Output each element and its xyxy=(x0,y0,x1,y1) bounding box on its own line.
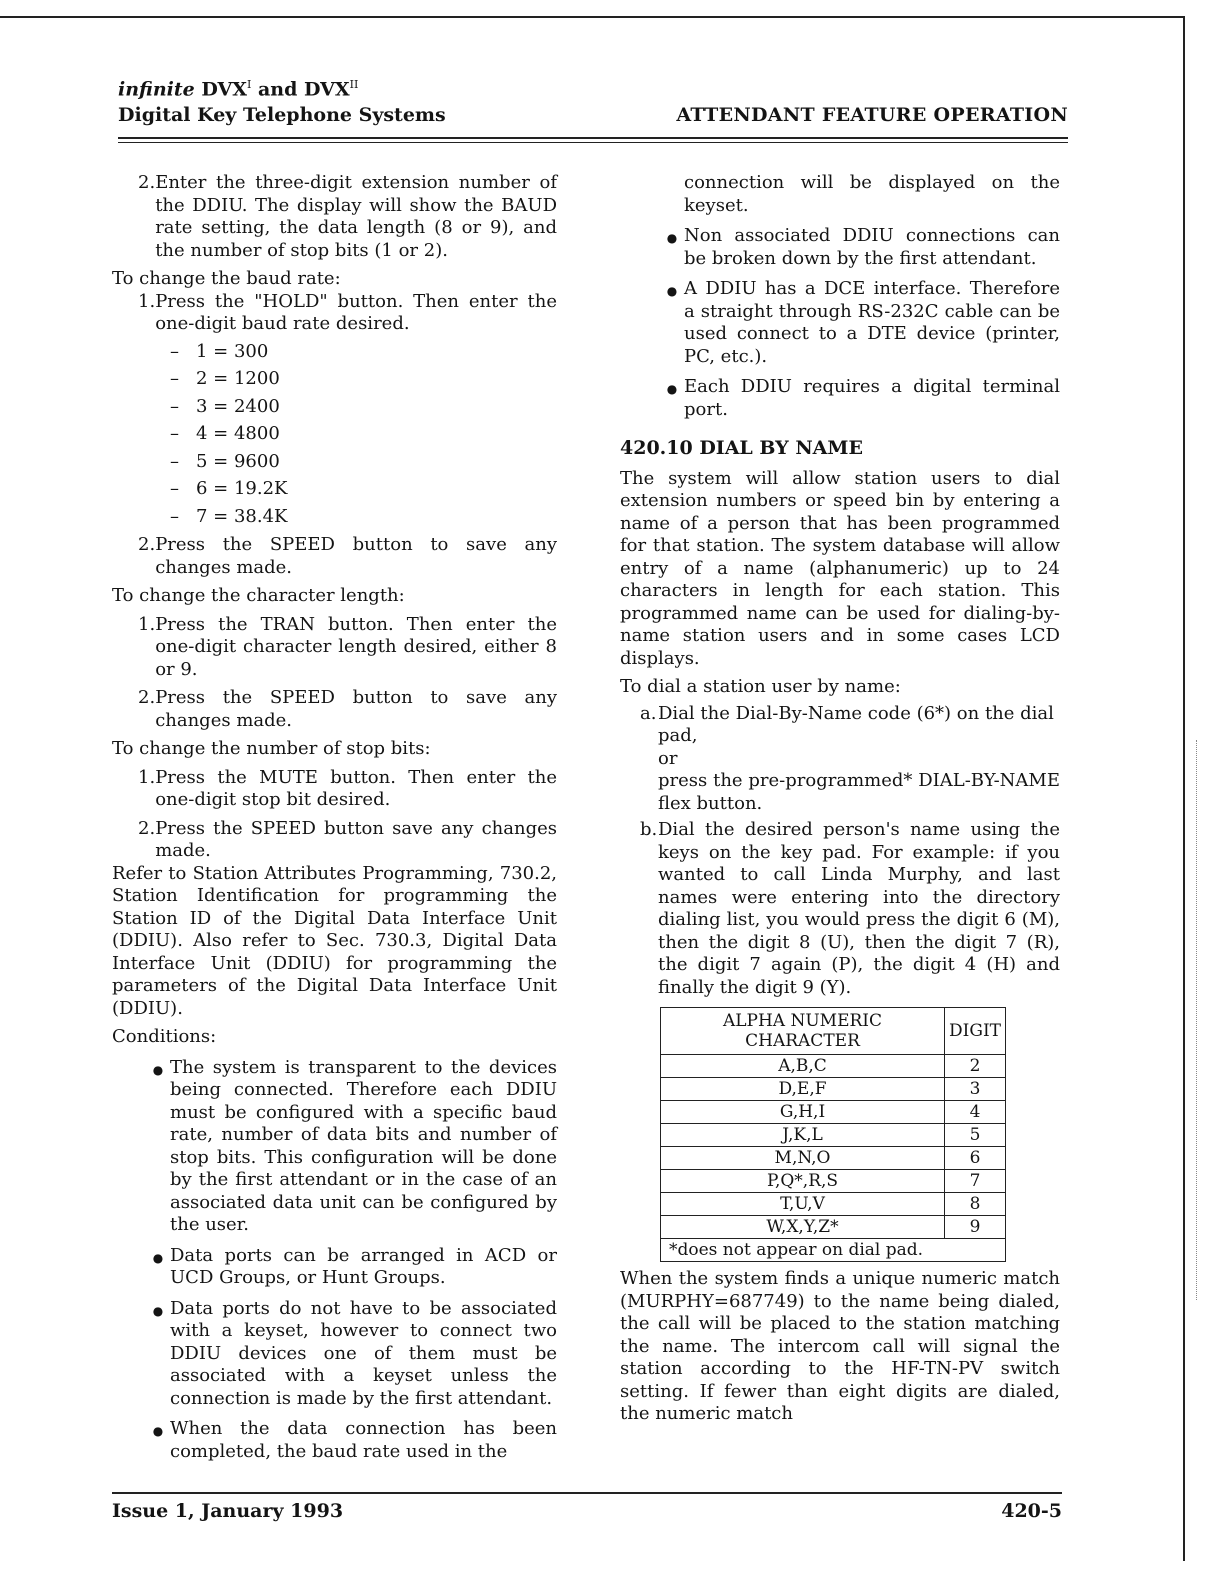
list-item: – 6 = 19.2K xyxy=(170,478,288,499)
table-header-digit: DIGIT xyxy=(945,1008,1006,1055)
list-item: – 3 = 2400 xyxy=(170,395,280,417)
list-item: ● The system is transparent to the devices being connected. Therefore each DDIU must be configured with a specific baud rate, number of data bits and number of stop bits. This configuration will be done by the first attendant or in the case of an associated data unit can be configured by the user. xyxy=(152,1056,557,1235)
list-item: ● Non associated DDIU connections can be broken down by the first attendant. xyxy=(666,225,1060,269)
table-note-row xyxy=(661,1239,1006,1262)
stop-bits-heading: To change the number of stop bits: xyxy=(112,738,431,759)
header-rule xyxy=(118,137,1068,139)
brand-sup-one: I xyxy=(247,78,252,91)
scan-artifact-dots xyxy=(1196,740,1198,1300)
step-a: a. Dial the Dial-By-Name code (6*) on the dial pad, or press the pre-programmed* DIAL-BY-NAME flex button. xyxy=(640,702,1060,814)
list-item: ● Data ports can be arranged in ACD or UCD Groups, or Hunt Groups. xyxy=(152,1244,557,1288)
list-item: ● A DDIU has a DCE interface. Therefore a straight through RS-232C cable can be used connect to a DTE device (printer, PC, etc.). xyxy=(666,278,1060,367)
stop-step-2: 2. Press the SPEED button save any changes made. xyxy=(138,817,557,861)
list-item: ● Each DDIU requires a digital terminal port. xyxy=(666,376,1060,420)
list-item: – 2 = 1200 xyxy=(170,368,280,389)
document-subtitle: Digital Key Telephone Systems xyxy=(118,104,446,127)
step-b: b. Dial the desired person's name using the keys on the key pad. For example: if you wanted to call Linda Murphy, and last names were entering into the directory dialing list, you would press the digit 6 (M), then the digit 8 (U), then the digit 7 (R), the digit 7 again (P), the digit 4 (H) and finally the digit 9 (Y). xyxy=(640,819,1060,998)
baud-step-1: 1. Press the "HOLD" button. Then enter the one-digit baud rate desired. xyxy=(138,290,557,334)
list-item: – 5 = 9600 xyxy=(170,450,280,472)
table-row: W,X,Y,Z* 9 xyxy=(661,1216,1006,1239)
page-frame-top xyxy=(0,16,1185,18)
page-frame-right xyxy=(1183,16,1185,1561)
list-item: – 7 = 38.4K xyxy=(170,505,288,527)
page-number: 420-5 xyxy=(1001,1500,1062,1522)
brand-dvx: DVX xyxy=(201,78,248,101)
list-item: ● Data ports do not have to be associated with a keyset, however to connect two DDIU devices one of them must be associated with a keyset unless the connection is made by the first attendant. xyxy=(152,1297,557,1409)
right-column xyxy=(620,172,1060,1426)
table-row: T,U,V 8 xyxy=(661,1193,1006,1216)
brand-and-dvx: and DVX xyxy=(258,78,350,101)
list-item: – 1 = 300 xyxy=(170,340,269,362)
dial-by-name-intro: The system will allow station users to dial extension numbers or speed bin by entering a name of a person that has been programmed for that station. The system database will allow entry of a name (alphanumeric) up to 24 characters in length for each station. This programmed name can be used for dialing-by-name station users and in some cases LCD displays. xyxy=(620,467,1060,669)
continuation-text: connection will be displayed on the keyset. xyxy=(684,172,1060,216)
baud-step-2: 2. Press the SPEED button to save any changes made. xyxy=(138,534,557,578)
brand-sup-two: II xyxy=(349,78,359,91)
ddiu-bullets xyxy=(620,225,1060,421)
page-footer xyxy=(112,1492,1062,1522)
char-step-2: 2. Press the SPEED button to save any changes made. xyxy=(138,687,557,731)
list-item: ● When the data connection has been completed, the baud rate used in the xyxy=(152,1418,557,1462)
left-column xyxy=(112,172,557,1463)
baud-options-list xyxy=(112,341,557,529)
dial-by-name-heading: 420.10 DIAL BY NAME xyxy=(620,437,863,459)
header-rule-thin xyxy=(118,142,1068,143)
refer-paragraph: Refer to Station Attributes Programming, 730.2, Station Identification for programming the Station ID of the Digital Data Interface Unit (DDIU). Also refer to Sec. 730.3, Digital Data Interface Unit (DDIU) for programming the parameters of the Digital Data Interface Unit (DDIU). xyxy=(112,862,557,1019)
table-row: G,H,I 4 xyxy=(661,1101,1006,1124)
table-header-character: ALPHA NUMERIC CHARACTER xyxy=(661,1008,945,1055)
section-title: ATTENDANT FEATURE OPERATION xyxy=(676,104,1068,127)
enter-extension-step: 2. Enter the three-digit extension number of the DDIU. The display will show the BAUD rate setting, the data length (8 or 9), and the number of stop bits (1 or 2). xyxy=(138,172,557,261)
table-row: J,K,L 5 xyxy=(661,1124,1006,1147)
table-row: D,E,F 3 xyxy=(661,1078,1006,1101)
conditions-list xyxy=(112,1057,557,1464)
char-length-heading: To change the character length: xyxy=(112,585,405,606)
page-header xyxy=(118,78,1068,126)
brand-prefix: infinite xyxy=(118,78,195,101)
dial-station-heading: To dial a station user by name: xyxy=(620,676,901,697)
baud-heading: To change the baud rate: xyxy=(112,268,341,289)
alpha-digit-table xyxy=(660,1007,1006,1262)
table-row: P,Q*,R,S 7 xyxy=(661,1170,1006,1193)
conditions-heading: Conditions: xyxy=(112,1026,217,1047)
table-footnote: *does not appear on dial pad. xyxy=(661,1239,1006,1262)
brand-title xyxy=(118,78,1068,100)
issue-date: Issue 1, January 1993 xyxy=(112,1500,344,1522)
table-header-row xyxy=(661,1008,1006,1055)
char-step-1: 1. Press the TRAN button. Then enter the one-digit character length desired, either 8 or 9. xyxy=(138,613,557,680)
stop-step-1: 1. Press the MUTE button. Then enter the one-digit stop bit desired. xyxy=(138,766,557,810)
closing-paragraph: When the system finds a unique numeric match (MURPHY=687749) to the name being dialed, the call will be placed to the station matching the name. The intercom call will signal the station according to the HF-TN-PV switch setting. If fewer than eight digits are dialed, the numeric match xyxy=(620,1268,1060,1424)
table-row: A,B,C 2 xyxy=(661,1055,1006,1078)
table-row: M,N,O 6 xyxy=(661,1147,1006,1170)
list-item: – 4 = 4800 xyxy=(170,423,280,444)
